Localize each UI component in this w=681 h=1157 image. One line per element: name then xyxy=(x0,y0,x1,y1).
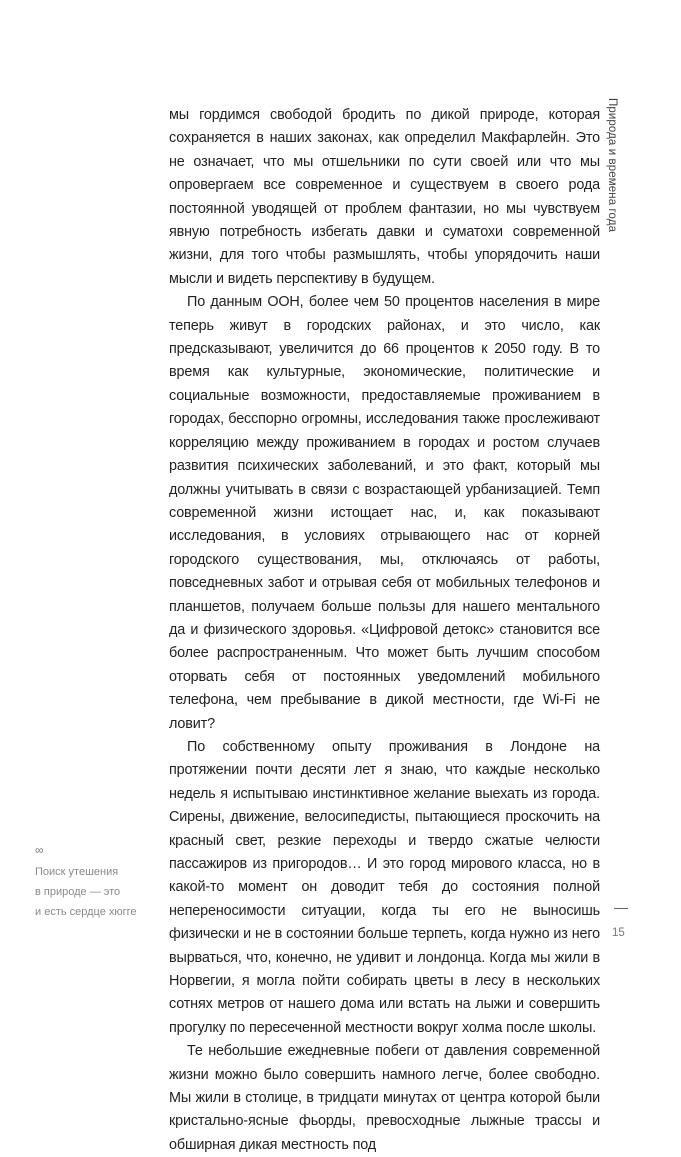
running-head: Природа и времена года xyxy=(606,98,618,233)
infinity-icon: ∞ xyxy=(35,843,44,857)
paragraph-4: Те небольшие ежедневные побеги от давления современной жизни можно было совершить намного легче, более свободно. Мы жили в столице, в тридцати минутах от центра которой были кристально-ясные фьорды, превосходные лыжные трассы и обширная дикая местность под xyxy=(169,1043,600,1153)
margin-note-line: Поиск утешения xyxy=(35,866,119,878)
folio-rule xyxy=(614,908,628,909)
page-number: 15 xyxy=(612,927,625,939)
paragraph-2: По данным ООН, более чем 50 процентов населения в мире теперь живут в городских районах, и это число, как предсказывают, увеличится до 66 процентов к 2050 году. В то время как культурные, экономические, политические и социальные возможности, предоставляемые проживанием в городах, бесспорно огромны, исследования также прослеживают корреляцию между проживанием в городах и ростом случаев развития психических заболеваний, и это факт, который мы должны учитывать в связи с возрастающей урбанизацией. Темп современной жизни истощает нас, и, как показывают исследования, в условиях отрывающего нас от корней городского существования, мы, отключаясь от работы, повседневных забот и отрывая себя от мобильных телефонов и планшетов, получаем больше пользы для нашего ментального да и физического здоровья. «Цифровой детокс» становится все более распространенным. Что может быть лучшим способом оторвать себя от постоянных уведомлений мобильного телефона, чем пребывание в дикой местности, где Wi-Fi не ловит? xyxy=(169,294,600,732)
body-text xyxy=(169,104,600,1157)
margin-note xyxy=(35,843,145,922)
paragraph-1: мы гордимся свободой бродить по дикой природе, которая сохраняется в наших законах, как определил Макфарлейн. Это не означает, что мы отшельники по сути своей или что мы опровергаем все современное и существуем в своего рода постоянной уводящей от проблем фантазии, но мы чувствуем явную потребность избегать давки и суматохи современной жизни, для того чтобы размышлять, чтобы упорядочить наши мысли и видеть перспективу в будущем. xyxy=(169,107,600,287)
margin-note-line: и есть сердце хюгге xyxy=(35,906,137,918)
margin-note-line: в природе — это xyxy=(35,886,121,898)
paragraph-3: По собственному опыту проживания в Лондоне на протяжении почти десяти лет я знаю, что каждые несколько недель я испытываю инстинктивное желание выехать из города. Сирены, движение, велосипедисты, пытающиеся проскочить на красный свет, резкие переходы и твердо сжатые челюсти пассажиров из пригородов… И это город мирового класса, но в какой-то момент он доводит тебя до состояния полной непереносимости ситуации, когда ты его не выносишь физически и не в состоянии больше терпеть, когда нужно из него вырваться, что, конечно, не удивит и лондонца. Когда мы жили в Норвегии, я могла пойти собирать цветы в лесу в нескольких сотнях метров от нашего дома или встать на лыжи и совершить прогулку по пересеченной местности вокруг холма после школы. xyxy=(169,738,600,1036)
